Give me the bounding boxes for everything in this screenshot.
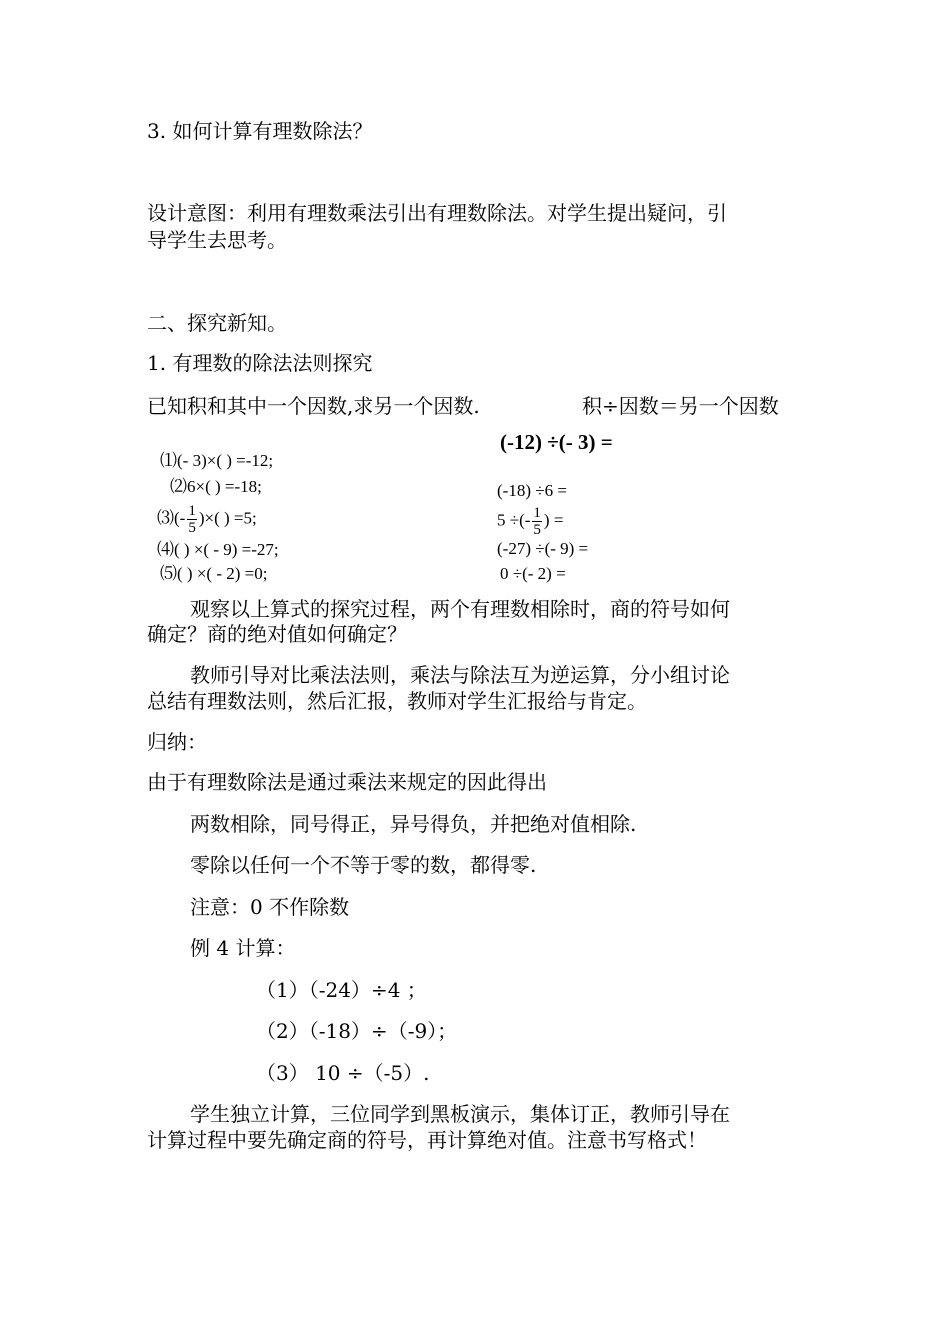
fraction-one-fifth (187, 503, 197, 536)
div-eq-4: (-27) ÷(- 9) = (497, 539, 589, 558)
rule-2: 零除以任何一个不等于零的数，都得零. (190, 853, 537, 877)
div-eq-1: (-12) ÷(- 3) = (500, 430, 613, 454)
div-eq-2: (-18) ÷6 = (497, 481, 567, 500)
example-item-1: （1）（-24）÷4 ； (256, 978, 427, 1002)
section-heading: 二、探究新知。 (147, 311, 287, 335)
fraction-one-fifth (532, 505, 542, 538)
mult-eq-4: ⑷( ) ×( - 9) =-27; (157, 540, 279, 559)
summary-intro: 由于有理数除法是通过乘法来规定的因此得出 (147, 770, 547, 794)
teacher-line2: 总结有理数法则，然后汇报，教师对学生汇报给与肯定。 (147, 689, 647, 713)
summary-label: 归纳： (147, 730, 207, 754)
div-eq-3 (497, 505, 563, 538)
closing-line2: 计算过程中要先确定商的符号，再计算绝对值。注意书写格式！ (147, 1128, 707, 1152)
fraction-denominator: 5 (188, 520, 196, 536)
example-title: 例 4 计算： (190, 936, 296, 960)
div-eq-3-pre: 5 ÷(- (497, 510, 531, 530)
mult-eq-5: ⑸( ) ×( - 2) =0; (160, 564, 268, 583)
mult-eq-3 (157, 503, 257, 536)
design-intent-line1: 设计意图：利用有理数乘法引出有理数除法。对学生提出疑问，引 (147, 201, 727, 225)
design-intent-line2: 导学生去思考。 (147, 228, 287, 252)
mult-eq-1: ⑴(- 3)×( ) =-12; (160, 451, 274, 470)
observe-line2: 确定？商的绝对值如何确定？ (147, 622, 407, 646)
fraction-numerator: 1 (188, 503, 196, 519)
note: 注意：0 不作除数 (190, 895, 350, 919)
mult-eq-3-post: )×( ) =5; (198, 508, 257, 528)
mult-eq-2: ⑵6×( ) =-18; (170, 477, 262, 496)
teacher-line1: 教师引导对比乘法法则，乘法与除法互为逆运算，分小组讨论 (190, 663, 730, 687)
known-formula: 积÷因数＝另一个因数 (582, 394, 779, 418)
div-eq-3-post: ) = (543, 510, 564, 530)
example-item-2: （2）（-18）÷（-9）； (256, 1019, 458, 1043)
fraction-denominator: 5 (533, 522, 541, 538)
fraction-numerator: 1 (533, 505, 541, 521)
rule-1: 两数相除，同号得正，异号得负，并把绝对值相除. (190, 812, 637, 836)
closing-line1: 学生独立计算，三位同学到黑板演示，集体订正，教师引导在 (190, 1102, 730, 1126)
subsection-heading: 1. 有理数的除法法则探究 (147, 351, 373, 375)
question-3: 3. 如何计算有理数除法？ (147, 119, 373, 143)
div-eq-5: 0 ÷(- 2) = (500, 564, 566, 583)
observe-line1: 观察以上算式的探究过程，两个有理数相除时，商的符号如何 (190, 597, 730, 621)
known-statement: 已知积和其中一个因数,求另一个因数. (147, 394, 480, 418)
example-item-3: （3） 10 ÷（-5）. (256, 1061, 430, 1085)
mult-eq-3-pre: ⑶(- (157, 508, 186, 528)
